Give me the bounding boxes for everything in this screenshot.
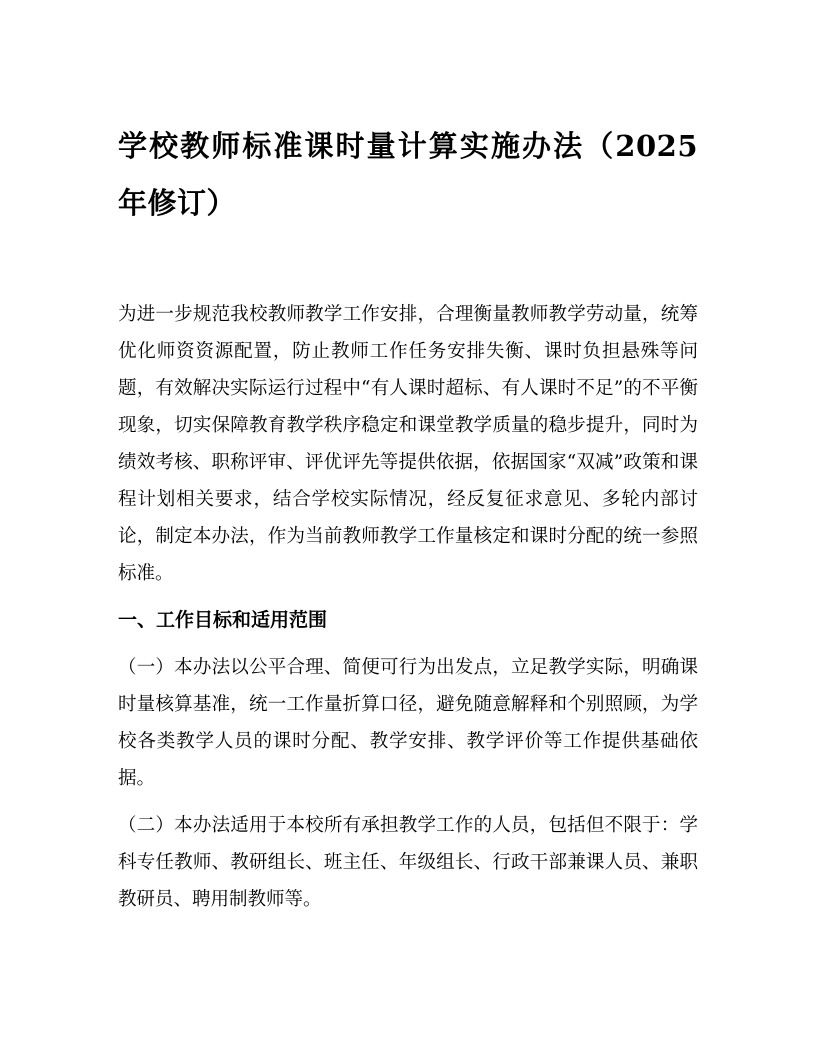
document-title: 学校教师标准课时量计算实施办法（2025 年修订） (118, 129, 698, 220)
section-1-paragraph-2: （二）本办法适用于本校所有承担教学工作的人员，包括但不限于：学科专任教师、教研组长、班主任、年级组长、行政干部兼课人员、兼职教研员、聘用制教师等。 (118, 815, 698, 910)
section-1-heading: 一、工作目标和适用范围 (118, 609, 328, 631)
intro-paragraph: 为进一步规范我校教师教学工作安排，合理衡量教师教学劳动量，统筹优化师资资源配置，防止教师工作任务安排失衡、课时负担悬殊等问题，有效解决实际运行过程中“有人课时超标、有人课时不足”的不平衡现象，切实保障教育教学秩序稳定和课堂教学质量的稳步提升，同时为绩效考核、职称评审、评优评先等提供依据，依据国家“双减”政策和课程计划相关要求，结合学校实际情况，经反复征求意见、多轮内部讨论，制定本办法，作为当前教师教学工作量核定和课时分配的统一参照标准。 (118, 304, 698, 584)
section-1-paragraph-1: （一）本办法以公平合理、简便可行为出发点，立足教学实际，明确课时量核算基准，统一工作量折算口径，避免随意解释和个别照顾，为学校各类教学人员的课时分配、教学安排、教学评价等工作提供基础依据。 (118, 657, 698, 789)
document-content (118, 118, 698, 928)
